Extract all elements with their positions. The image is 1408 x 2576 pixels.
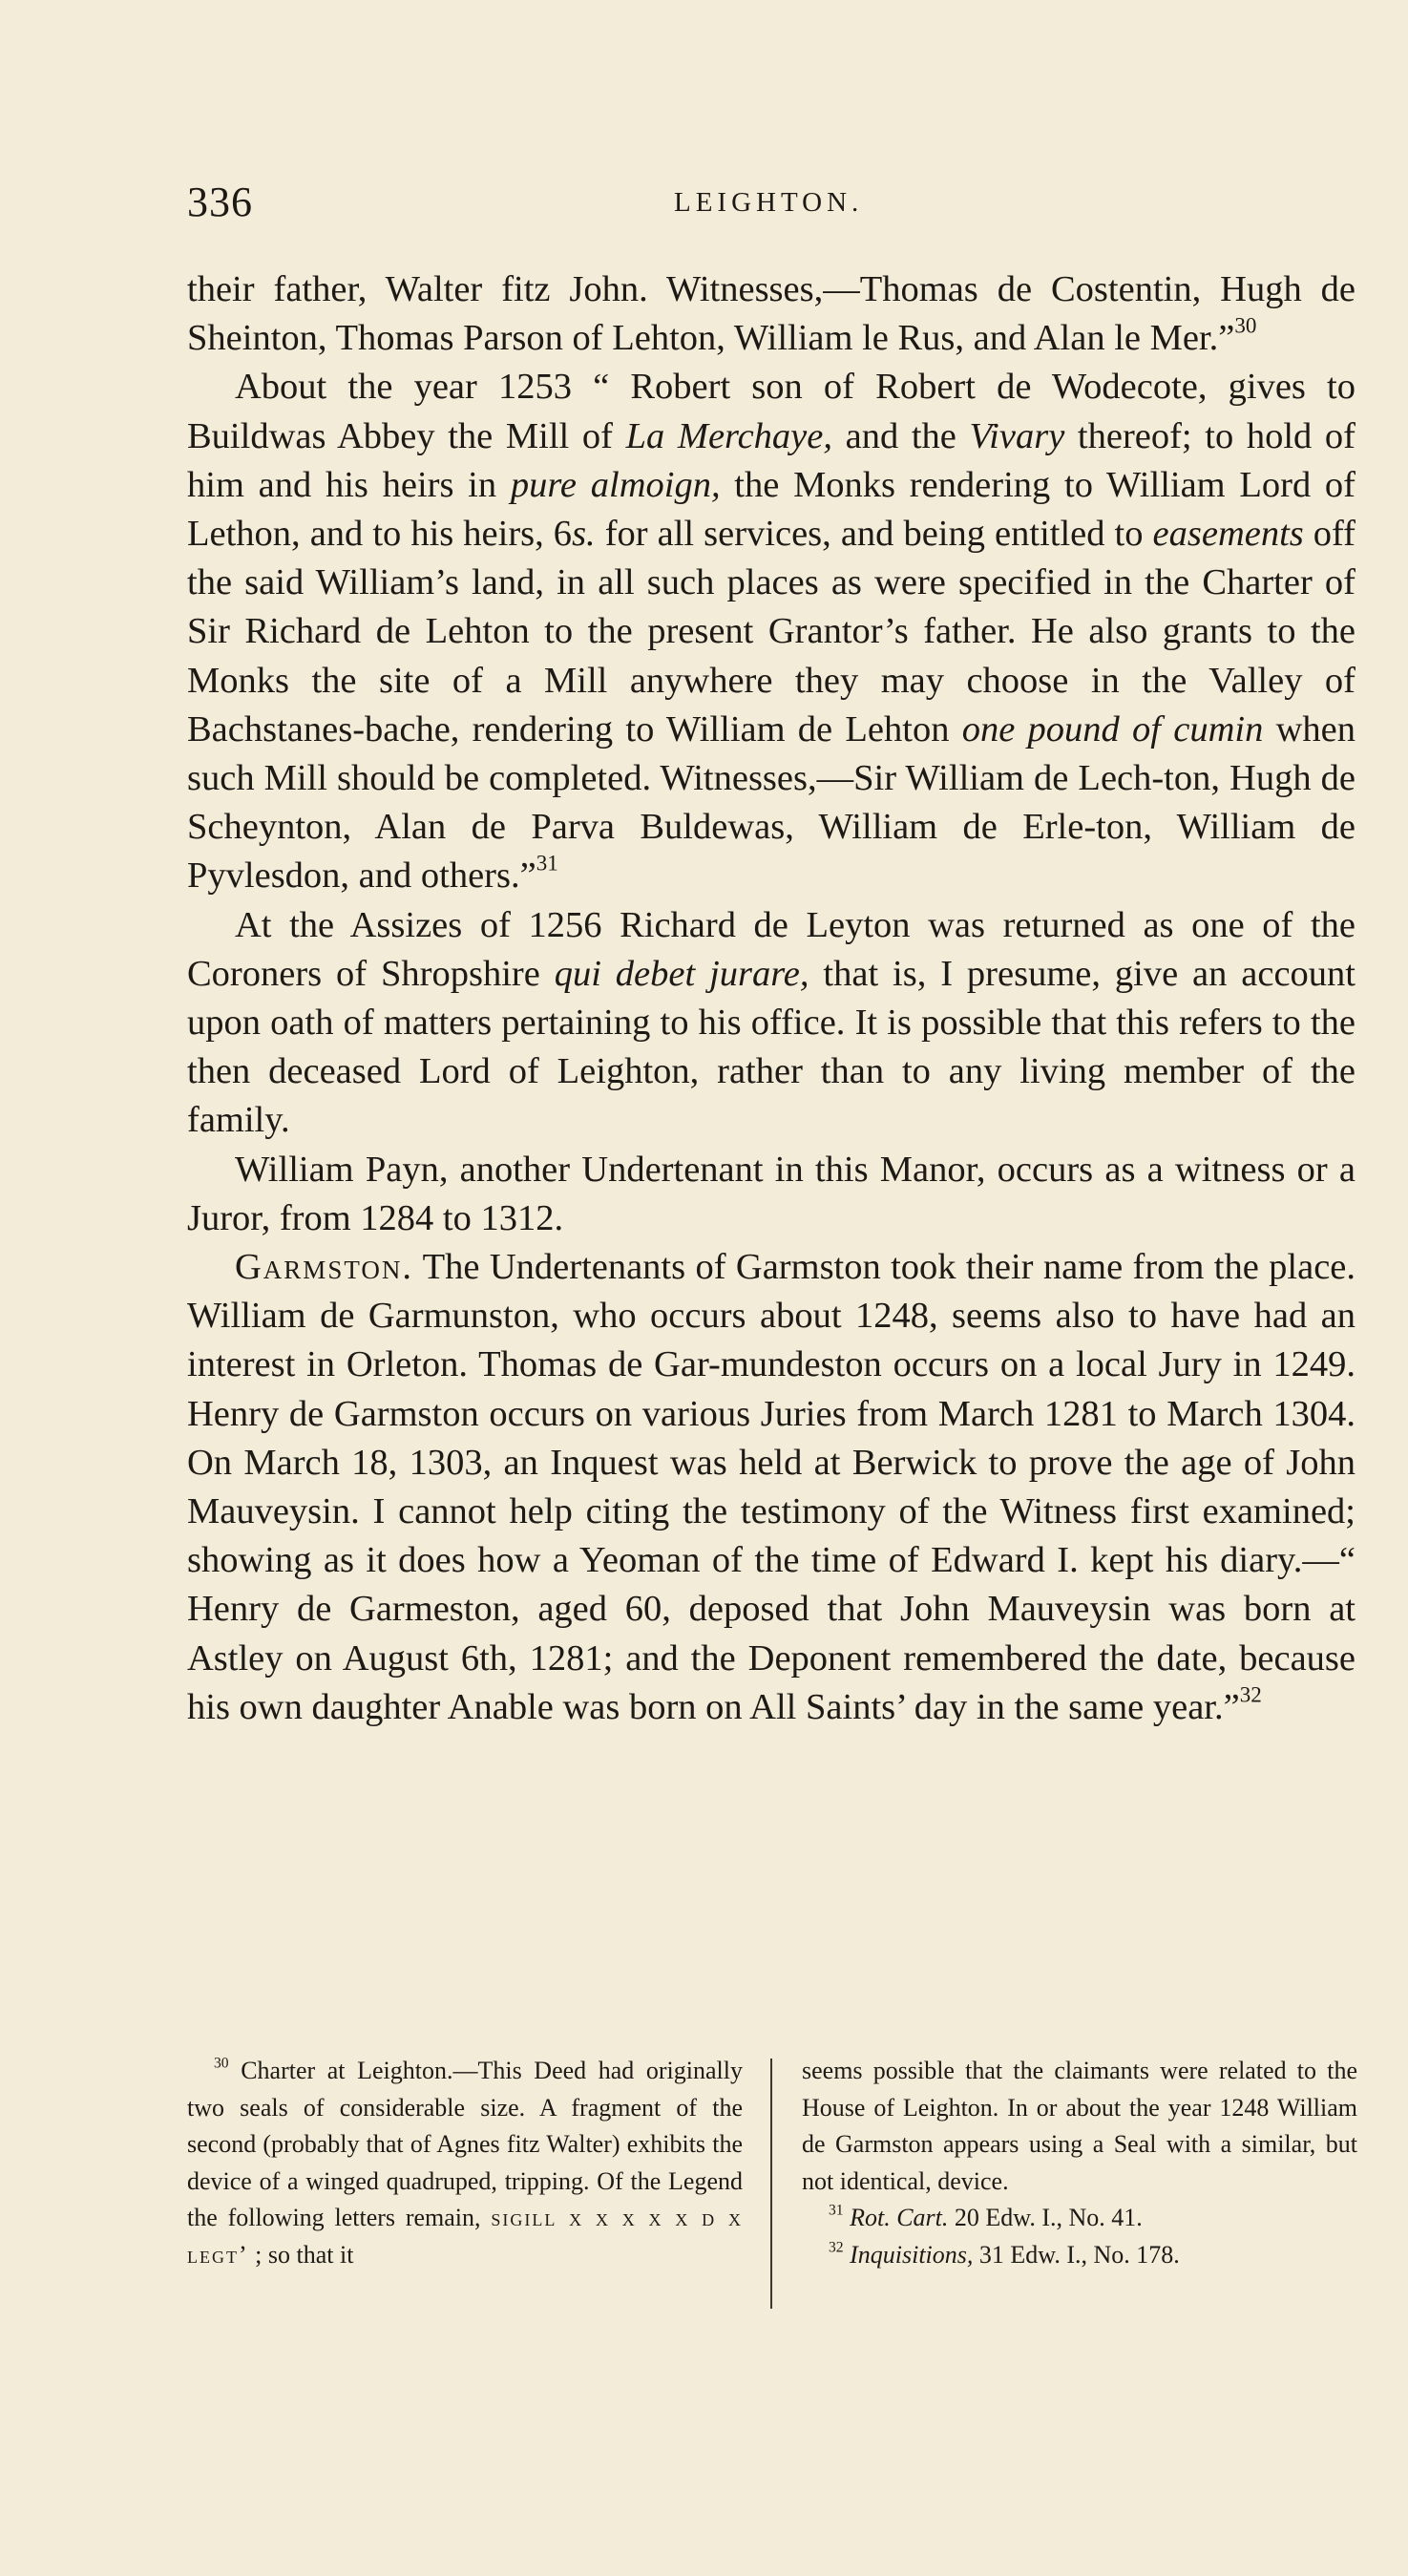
footnote-32 [802,2237,1357,2274]
text-run: their father, Walter fitz John. Witnesses,—Thomas de Costentin, Hugh de Sheinton, Thomas Parson of Lehton, William le Rus, and Alan le Mer.” [187,269,1355,359]
italic-run: Inquisitions, [850,2240,974,2269]
italic-run: easements [1152,514,1304,555]
footnote-number: 31 [829,2202,844,2219]
page-header [187,178,1218,225]
italic-run: La Merchaye, [625,415,832,456]
column-divider [770,2059,772,2309]
text-run: when such Mill should be completed. Witnesses,—Sir William de Lech-ton, Hugh de Scheynton, Alan de Parva Buldewas, William de Erle-ton, William de Pyvlesdon, and others.” [187,708,1355,897]
paragraph-2 [187,363,1355,900]
text-run: 20 Edw. I., No. 41. [948,2204,1143,2231]
italic-run: qui debet jurare, [554,953,809,994]
text-run: At the Assizes of 1256 Richard de Leyton was returned as one of the Coroners of Shropshire [187,904,1355,994]
paragraph-5 [187,1243,1355,1732]
running-title: LEIGHTON. [674,187,864,218]
footnote-ref-31: 31 [536,851,558,876]
footnote-31 [802,2200,1357,2237]
footnotes [187,2053,1357,2311]
text-run: William Payn, another Undertenant in this Manor, occurs as a witness or a Juror, from 1284 to 1312. [187,1149,1355,1238]
footnote-number: 32 [829,2238,844,2255]
footnote-number: 30 [214,2055,229,2072]
text-run: 31 Edw. I., No. 178. [973,2240,1180,2269]
footnote-ref-32: 32 [1239,1681,1262,1707]
italic-run: Vivary [969,415,1065,456]
italic-run: s. [572,514,596,555]
text-run: for all services, and being entitled to [595,514,1153,555]
footnote-column-right [802,2053,1357,2273]
seal-legend: sigill x x x x x d x legt’ [187,2204,743,2269]
paragraph-4 [187,1146,1355,1243]
text-run: and the [831,415,970,456]
body-text [187,265,1355,1732]
section-heading: Garmston. [235,1247,413,1288]
footnote-30 [187,2053,743,2273]
footnote-ref-30: 30 [1234,312,1257,338]
text-run: About the year 1253 “ Robert son of Robert de Wodecote, gives to Buildwas Abbey the Mill of [187,367,1355,456]
text-run: The Undertenants of Garmston took their name from the place. William de Garmunston, who occurs about 1248, seems also to have had an interest in Orleton. Thomas de Gar-mundeston occurs on a local Jury in 1249. Henry de Garmston occurs on various Juries from March 1281 to March 1304. On March 18, 1303, an Inquest was held at Berwick to prove the age of John Mauveysin. I cannot help citing the testimony of the Witness first examined; showing as it does how a Yeoman of the time of Edward I. kept his diary.—“ Henry de Garmeston, aged 60, deposed that John Mauveysin was born at Astley on August 6th, 1281; and the Deponent remembered the date, because his own daughter Anable was born on All Saints’ day in the same year.” [187,1247,1355,1727]
text-run: that is, I presume, give an account upon oath of matters pertaining to his office. It is possible that this refers to the then deceased Lord of Leighton, rather than to any living member of the family. [187,953,1355,1141]
italic-run: pure almoign, [510,464,721,505]
footnote-column-left [187,2053,743,2273]
text-run: ; so that it [248,2240,354,2269]
page-number: 336 [187,179,253,225]
footnote-30-continued: seems possible that the claimants were related to the House of Leighton. In or about the year 1248 William de Garmston appears using a Seal with a similar, but not identical, device. [802,2057,1357,2195]
text-run: the Monks rendering to William Lord of Lethon, and to his heirs, 6 [187,464,1356,555]
text-run: Charter at Leighton.—This Deed had originally two seals of considerable size. A fragment of the second (probably that of Agnes fitz Walter) exhibits the device of a winged quadruped, tripping. Of the Legend the following letters remain, [187,2057,743,2231]
paragraph-3 [187,901,1355,1146]
paragraph-1 [187,265,1355,363]
text-run: off the said William’s land, in all such places as were specified in the Charter of Sir Richard de Lehton to the present Grantor’s father. He also grants to the Monks the site of a Mill anywhere they may choose in the Valley of Bachstanes-bache, rendering to William de Lehton [187,514,1356,750]
italic-run: Rot. Cart. [850,2204,949,2231]
italic-run: one pound of cumin [961,708,1264,750]
text-run: thereof; to hold of him and his heirs in [187,415,1355,505]
